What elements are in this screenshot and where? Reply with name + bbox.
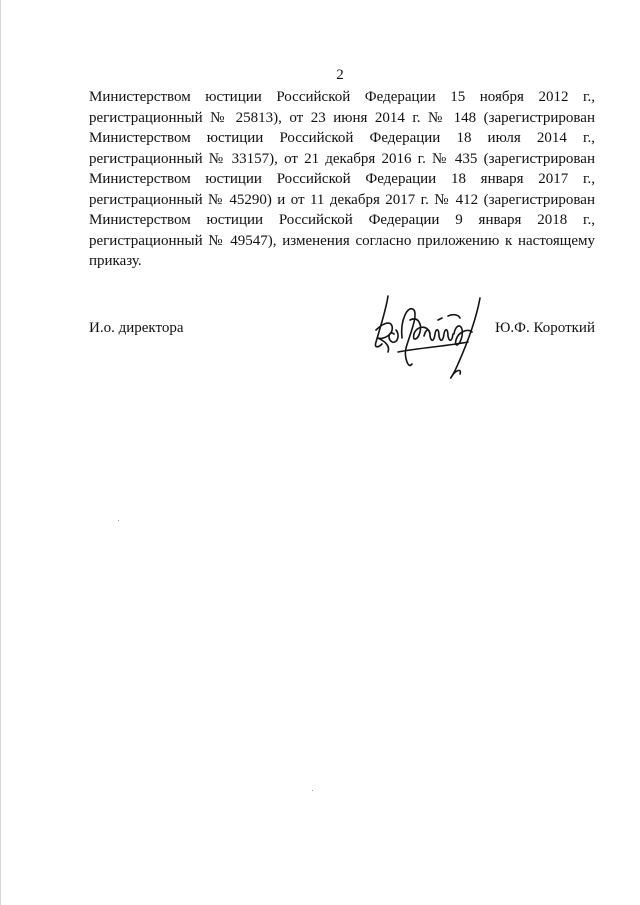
handwritten-signature xyxy=(368,290,486,385)
signature-block xyxy=(89,318,595,338)
body-paragraph: Министерством юстиции Российской Федерации 15 ноября 2012 г., регистрационный № 25813), от 23 июня 2014 г. № 148 (зарегистрирован Министерством юстиции Российской Федерации 18 июля 2014 г., регистрационный № 33157), от 21 декабря 2016 г. № 435 (зарегистрирован Министерством юстиции Российской Федерации 18 января 2017 г., регистрационный № 45290) и от 11 декабря 2017 г. № 412 (зарегистрирован Министерством юстиции Российской Федерации 9 января 2018 г., регистрационный № 49547), изменения согласно приложению к настоящему приказу. xyxy=(89,89,595,269)
page-edge xyxy=(0,0,1,905)
page-number: 2 xyxy=(336,67,344,83)
signer-name: Ю.Ф. Короткий xyxy=(495,320,595,336)
scan-speck xyxy=(118,520,119,521)
scan-speck xyxy=(312,790,313,791)
signer-position: И.о. директора xyxy=(89,320,184,336)
